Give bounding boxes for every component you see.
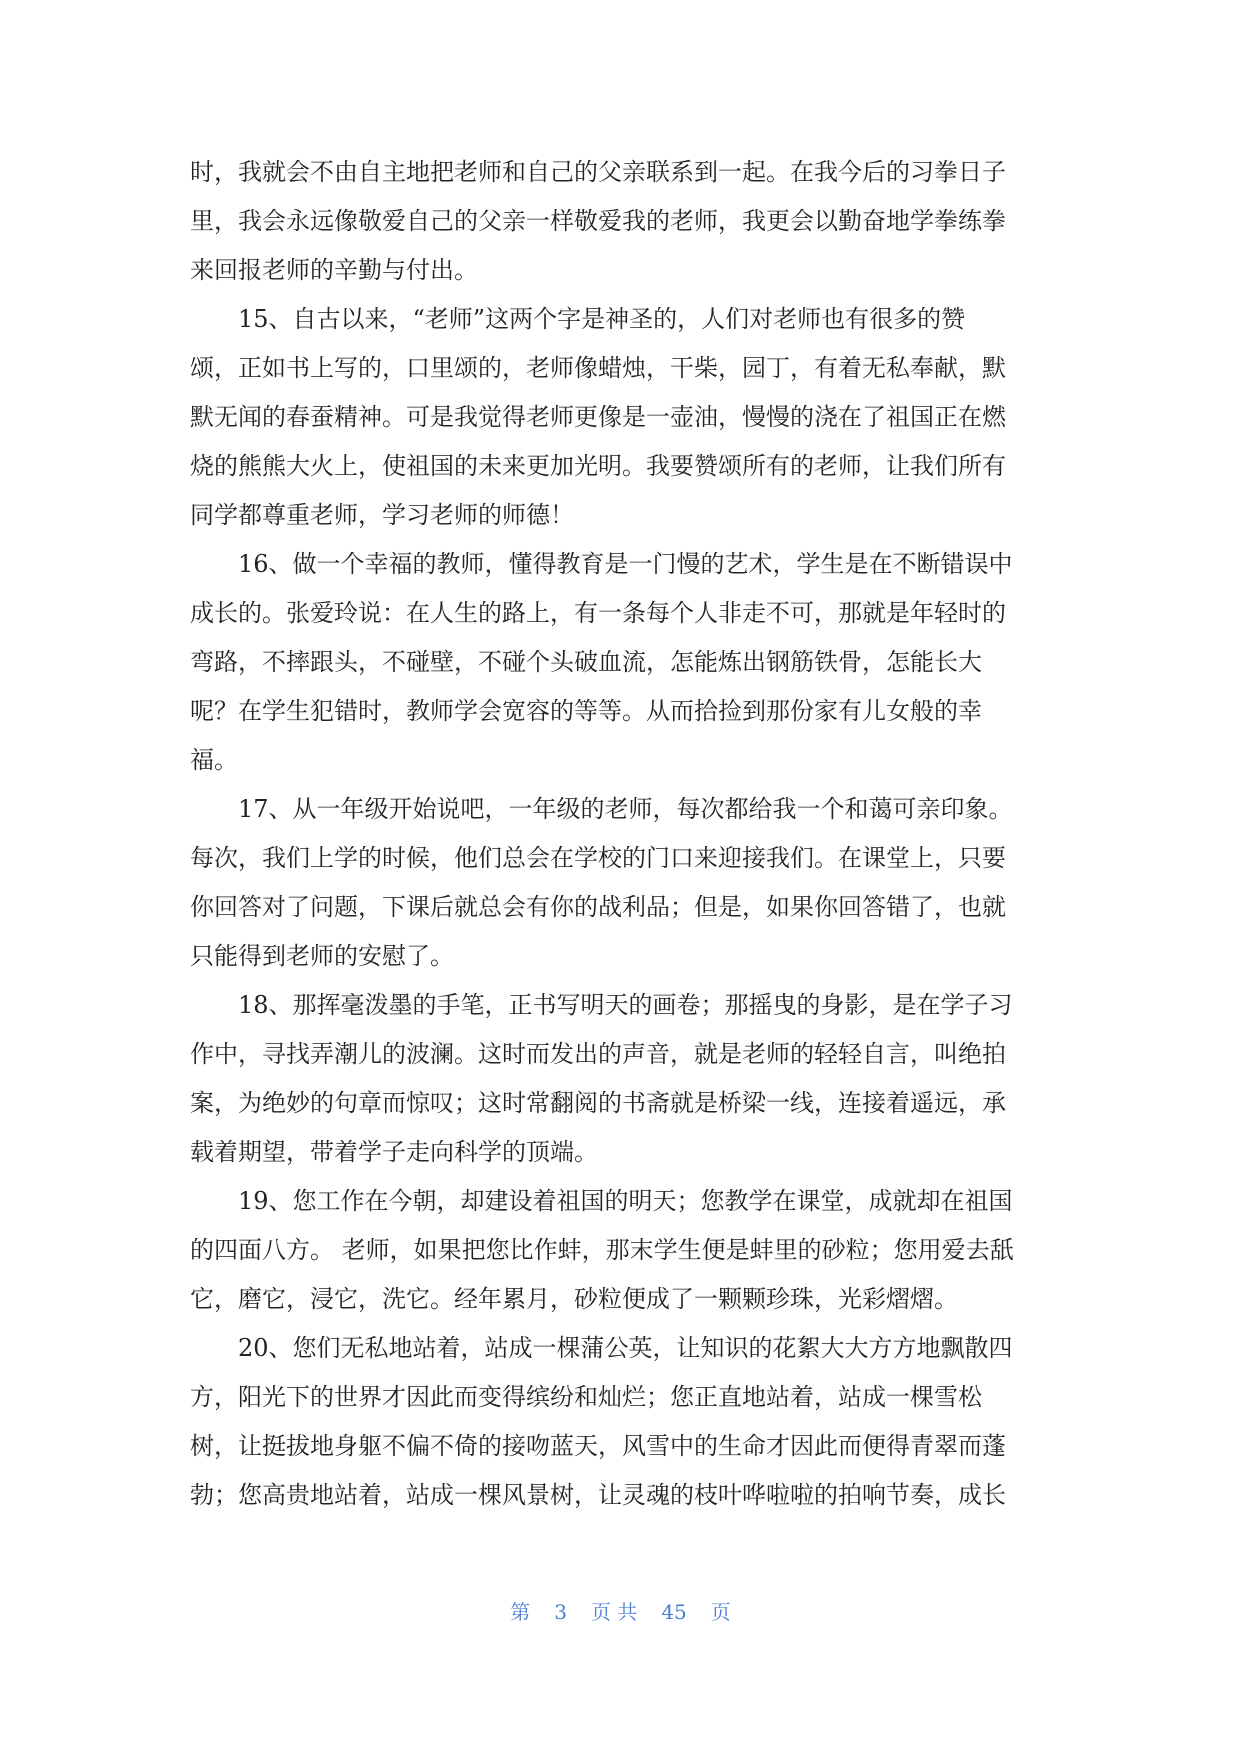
paragraph (190, 540, 1050, 785)
footer-suffix: 页 (710, 1600, 731, 1624)
text-line: 15、自古以来，“老师”这两个字是神圣的，人们对老师也有很多的赞 (190, 305, 966, 333)
text-line: 里，我会永远像敬爱自己的父亲一样敬爱我的老师，我更会以勤奋地学拳练拳 (190, 207, 1006, 235)
text-line: 18、那挥毫泼墨的手笔，正书写明天的画卷；那摇曳的身影，是在学子习 (190, 991, 1013, 1019)
text-line: 作中，寻找弄潮儿的波澜。这时而发出的声音，就是老师的轻轻自言，叫绝拍 (190, 1040, 1006, 1068)
text-line: 20、您们无私地站着，站成一棵蒲公英，让知识的花絮大大方方地飘散四 (190, 1334, 1013, 1362)
text-line: 载着期望，带着学子走向科学的顶端。 (190, 1138, 598, 1166)
footer-total-pages: 45 (661, 1600, 687, 1624)
text-line: 19、您工作在今朝，却建设着祖国的明天；您教学在课堂，成就却在祖国 (190, 1187, 1013, 1215)
text-line: 它，磨它，浸它，洗它。经年累月，砂粒便成了一颗颗珍珠，光彩熠熠。 (190, 1285, 958, 1313)
document-body (190, 148, 1050, 1520)
footer-middle: 页 共 (590, 1600, 638, 1624)
footer-prefix: 第 (510, 1600, 531, 1624)
text-line: 案，为绝妙的句章而惊叹；这时常翻阅的书斋就是桥梁一线，连接着遥远，承 (190, 1089, 1006, 1117)
text-line: 来回报老师的辛勤与付出。 (190, 256, 478, 284)
page-footer (0, 1596, 1241, 1625)
text-line: 方，阳光下的世界才因此而变得缤纷和灿烂；您正直地站着，站成一棵雪松 (190, 1383, 982, 1411)
text-line: 的四面八方。 老师，如果把您比作蚌，那末学生便是蚌里的砂粒；您用爱去舐 (190, 1236, 1014, 1264)
text-line: 树，让挺拔地身躯不偏不倚的接吻蓝天，风雪中的生命才因此而便得青翠而蓬 (190, 1432, 1006, 1460)
text-line: 颂，正如书上写的，口里颂的，老师像蜡烛，干柴，园丁，有着无私奉献，默 (190, 354, 1006, 382)
text-line: 呢？在学生犯错时，教师学会宽容的等等。从而拾捡到那份家有儿女般的幸 (190, 697, 982, 725)
paragraph (190, 148, 1050, 295)
text-line: 默无闻的春蚕精神。可是我觉得老师更像是一壶油，慢慢的浇在了祖国正在燃 (190, 403, 1006, 431)
paragraph (190, 295, 1050, 540)
text-line: 弯路，不摔跟头，不碰壁，不碰个头破血流，怎能炼出钢筋铁骨，怎能长大 (190, 648, 982, 676)
text-line: 同学都尊重老师，学习老师的师德！ (190, 501, 574, 529)
text-line: 成长的。张爱玲说：在人生的路上，有一条每个人非走不可，那就是年轻时的 (190, 599, 1006, 627)
text-line: 17、从一年级开始说吧，一年级的老师，每次都给我一个和蔼可亲印象。 (190, 795, 1013, 823)
text-line: 16、做一个幸福的教师，懂得教育是一门慢的艺术，学生是在不断错误中 (190, 550, 1013, 578)
text-line: 福。 (190, 746, 238, 774)
footer-current-page: 3 (554, 1600, 567, 1624)
paragraph (190, 785, 1050, 981)
text-line: 只能得到老师的安慰了。 (190, 942, 454, 970)
text-line: 你回答对了问题，下课后就总会有你的战利品；但是，如果你回答错了，也就 (190, 893, 1006, 921)
text-line: 时，我就会不由自主地把老师和自己的父亲联系到一起。在我今后的习拳日子 (190, 158, 1006, 186)
paragraph (190, 1177, 1050, 1324)
text-line: 每次，我们上学的时候，他们总会在学校的门口来迎接我们。在课堂上，只要 (190, 844, 1006, 872)
text-line: 烧的熊熊大火上，使祖国的未来更加光明。我要赞颂所有的老师，让我们所有 (190, 452, 1006, 480)
paragraph (190, 981, 1050, 1177)
paragraph (190, 1324, 1050, 1520)
text-line: 勃；您高贵地站着，站成一棵风景树，让灵魂的枝叶哗啦啦的拍响节奏，成长 (190, 1481, 1006, 1509)
